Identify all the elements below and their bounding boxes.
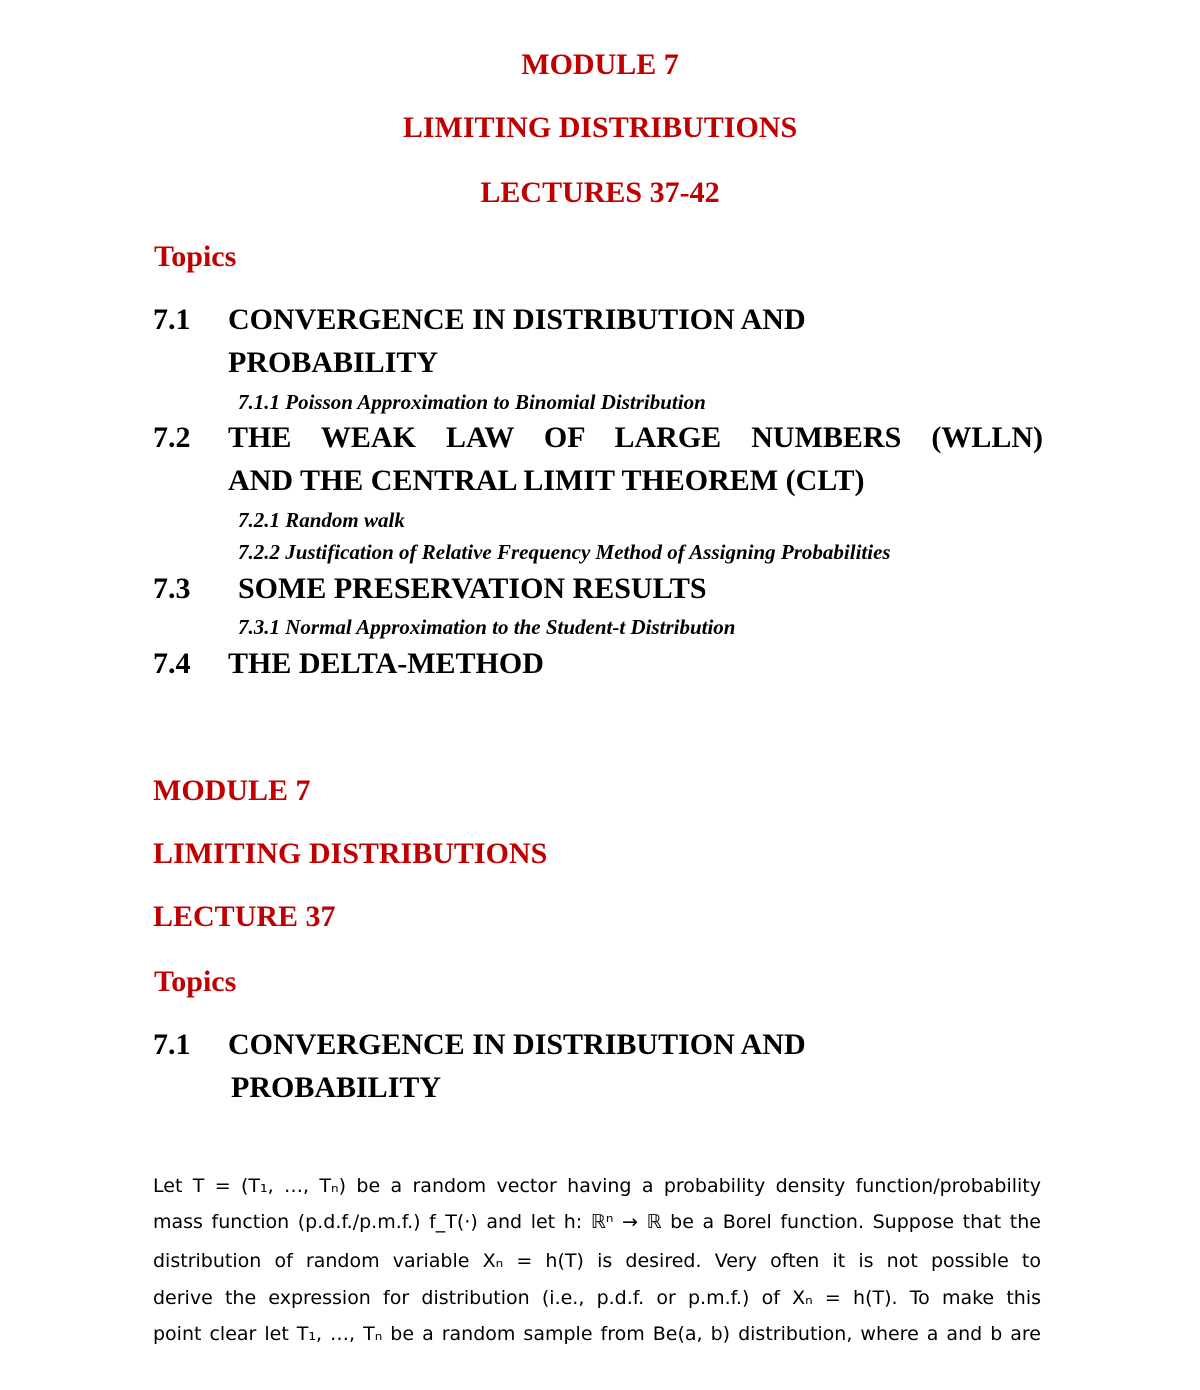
lecture-section-title-cont: PROBABILITY xyxy=(231,1071,442,1104)
lecture-section-number: 7.1 xyxy=(153,1028,191,1061)
toc-section-number: 7.1 xyxy=(153,303,191,336)
body-paragraph xyxy=(153,1175,1041,1355)
topics-label: Topics xyxy=(154,240,237,273)
lecture-module-title: LIMITING DISTRIBUTIONS xyxy=(153,837,548,870)
module-heading: MODULE 7 xyxy=(521,48,679,81)
toc-section-title: THE DELTA-METHOD xyxy=(228,647,544,680)
lecture-heading: LECTURE 37 xyxy=(153,900,336,933)
toc-section-title: SOME PRESERVATION RESULTS xyxy=(238,572,707,605)
toc-section-title: THE WEAK LAW OF LARGE NUMBERS (WLLN) xyxy=(228,421,1043,454)
toc-section-title: CONVERGENCE IN DISTRIBUTION AND xyxy=(228,303,806,336)
toc-section-title-cont: PROBABILITY xyxy=(228,346,439,379)
toc-subsection: 7.3.1 Normal Approximation to the Student-t Distribution xyxy=(238,615,736,639)
toc-subsection: 7.2.2 Justification of Relative Frequency Method of Assigning Probabilities xyxy=(238,540,891,564)
lectures-heading: LECTURES 37-42 xyxy=(480,176,720,209)
lecture-topics-label: Topics xyxy=(154,965,237,998)
paragraph-line: derive the expression for distribution (i.e., p.d.f. or p.m.f.) of Xₙ = h(T). To make this xyxy=(153,1287,1041,1309)
paragraph-line: distribution of random variable Xₙ = h(T) is desired. Very often it is not possible to xyxy=(153,1250,1041,1272)
toc-section-title-cont: AND THE CENTRAL LIMIT THEOREM (CLT) xyxy=(228,464,865,497)
paragraph-line: point clear let T₁, …, Tₙ be a random sample from Be(a, b) distribution, where a and b are xyxy=(153,1323,1041,1345)
toc-subsection: 7.2.1 Random walk xyxy=(238,508,405,532)
paragraph-line: Let T = (T₁, …, Tₙ) be a random vector having a probability density function/probability xyxy=(153,1175,1041,1197)
toc-section-number: 7.3 xyxy=(153,572,191,605)
toc-section-number: 7.2 xyxy=(153,421,191,454)
toc-subsection: 7.1.1 Poisson Approximation to Binomial Distribution xyxy=(238,390,706,414)
module-title: LIMITING DISTRIBUTIONS xyxy=(402,111,798,144)
toc-section-number: 7.4 xyxy=(153,647,191,680)
lecture-section-title: CONVERGENCE IN DISTRIBUTION AND xyxy=(228,1028,806,1061)
lecture-module-heading: MODULE 7 xyxy=(153,774,311,807)
paragraph-line: mass function (p.d.f./p.m.f.) f_T(⋅) and let h: ℝⁿ → ℝ be a Borel function. Suppose that the xyxy=(153,1211,1041,1233)
